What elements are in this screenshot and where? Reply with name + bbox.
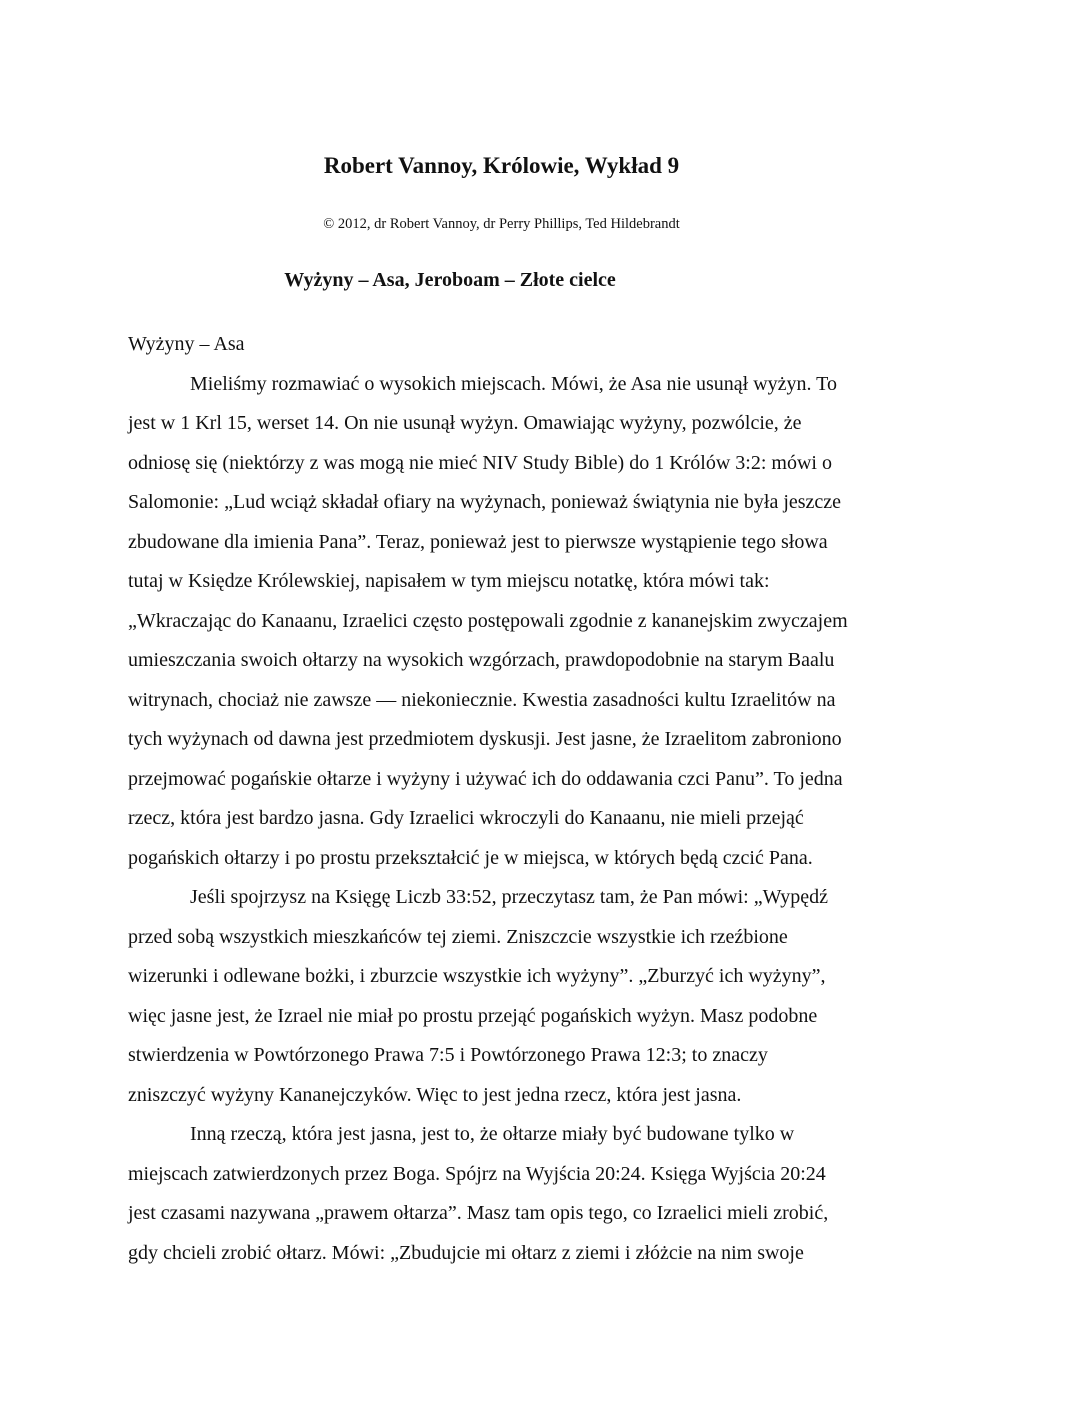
text-line: jest w 1 Krl 15, werset 14. On nie usunął wyżyn. Omawiając wyżyny, pozwólcie, że [128, 412, 802, 434]
text-line: „Wkraczając do Kanaanu, Izraelici często postępowali zgodnie z kananejskim zwyczajem [128, 609, 848, 632]
text-line: zniszczyć wyżyny Kananejczyków. Więc to jest jedna rzecz, która jest jasna. [128, 1083, 742, 1106]
text-line: Salomonie: „Lud wciąż składał ofiary na wyżynach, ponieważ świątynia nie była jeszcze [128, 491, 842, 513]
text-line: stwierdzenia w Powtórzonego Prawa 7:5 i Powtórzonego Prawa 12:3; to znaczy [128, 1044, 768, 1066]
paragraph-3 [128, 1115, 970, 1273]
copyright-line: © 2012, dr Robert Vannoy, dr Perry Phillips, Ted Hildebrandt [323, 216, 680, 232]
lecture-subtitle: Wyżyny – Asa, Jeroboam – Złote cielce [284, 269, 616, 291]
text-line: przejmować pogańskie ołtarze i wyżyny i używać ich do oddawania czci Panu”. To jedna [128, 767, 843, 790]
text-line: Inną rzeczą, która jest jasna, jest to, że ołtarze miały być budowane tylko w [190, 1123, 795, 1145]
paragraph-1 [128, 365, 970, 879]
text-line: odniosę się (niektórzy z was mogą nie mieć NIV Study Bible) do 1 Królów 3:2: mówi o [128, 451, 832, 474]
text-line: gdy chcieli zrobić ołtarz. Mówi: „Zbudujcie mi ołtarz z ziemi i złóżcie na nim swoje [128, 1241, 804, 1264]
section-heading: Wyżyny – Asa [128, 333, 245, 355]
text-line: Mieliśmy rozmawiać o wysokich miejscach. Mówi, że Asa nie usunął wyżyn. To [190, 372, 837, 395]
text-line: tych wyżynach od dawna jest przedmiotem dyskusji. Jest jasne, że Izraelitom zabroniono [128, 728, 842, 750]
document-title: Robert Vannoy, Królowie, Wykład 9 [323, 153, 680, 178]
text-line: przed sobą wszystkich mieszkańców tej ziemi. Zniszczcie wszystkie ich rzeźbione [128, 925, 788, 948]
text-line: jest czasami nazywana „prawem ołtarza”. Masz tam opis tego, co Izraelici mieli zrobić, [128, 1202, 829, 1224]
text-line: Jeśli spojrzysz na Księgę Liczb 33:52, przeczytasz tam, że Pan mówi: „Wypędź [190, 886, 829, 908]
text-line: rzecz, która jest bardzo jasna. Gdy Izraelici wkroczyli do Kanaanu, nie mieli przejąć [128, 807, 804, 829]
text-line: wizerunki i odlewane bożki, i zburzcie wszystkie ich wyżyny”. „Zburzyć ich wyżyny”, [128, 965, 826, 987]
text-line: zbudowane dla imienia Pana”. Teraz, ponieważ jest to pierwsze wystąpienie tego słowa [128, 530, 828, 553]
body-text [128, 325, 970, 1273]
text-line: umieszczania swoich ołtarzy na wysokich wzgórzach, prawdopodobnie na starym Baalu [128, 649, 835, 671]
text-line: więc jasne jest, że Izrael nie miał po prostu przejąć pogańskich wyżyn. Masz podobne [128, 1004, 818, 1027]
paragraph-2 [128, 878, 970, 1115]
text-line: witrynach, chociaż nie zawsze — niekoniecznie. Kwestia zasadności kultu Izraelitów na [128, 688, 836, 711]
text-line: pogańskich ołtarzy i po prostu przekształcić je w miejsca, w których będą czcić Pana. [128, 846, 813, 869]
text-line: miejscach zatwierdzonych przez Boga. Spójrz na Wyjścia 20:24. Księga Wyjścia 20:24 [128, 1162, 826, 1185]
text-line: tutaj w Księdze Królewskiej, napisałem w tym miejscu notatkę, która mówi tak: [128, 570, 770, 592]
